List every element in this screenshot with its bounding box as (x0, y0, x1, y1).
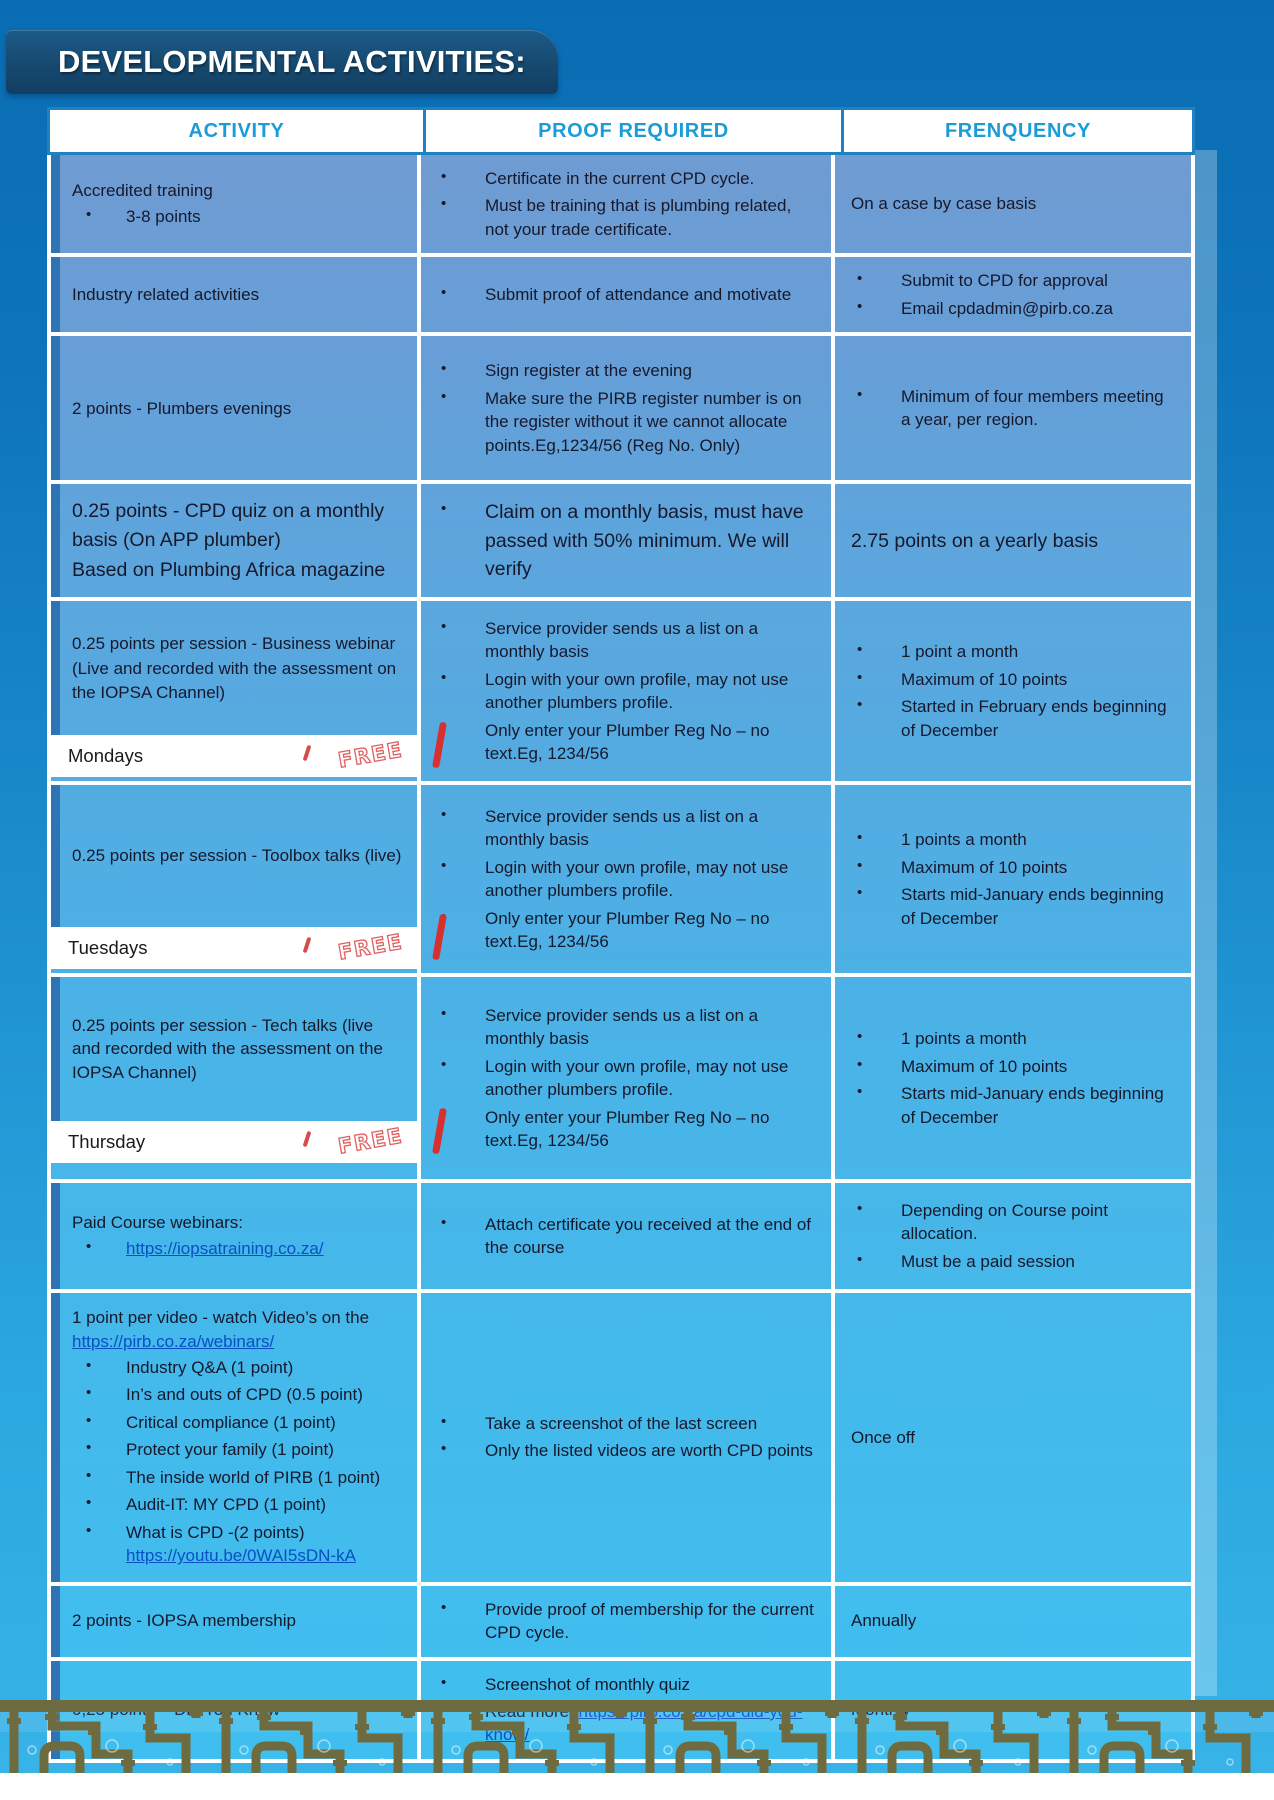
bullet-item (851, 695, 1177, 742)
bullet-icon: • (86, 1439, 92, 1457)
frequency-cell (831, 336, 1191, 480)
bullet-text: Attach certificate you received at the end of the course (485, 1214, 812, 1258)
bullet-text: Only enter your Plumber Reg No – no text.Eg, 1234/56 (485, 908, 770, 951)
activity-cell (51, 1586, 417, 1657)
bullet-item (435, 1673, 817, 1696)
bullet-icon: • (441, 168, 447, 185)
text-line: Industry related activities (72, 285, 260, 305)
bullet-text: Screenshot of monthly quiz (485, 1674, 691, 1694)
bullet-text: Login with your own profile, may not use another plumbers profile. (485, 857, 789, 901)
bullet-icon: • (441, 1598, 447, 1616)
text-line: On a case by case basis (851, 194, 1037, 214)
table-row (51, 253, 1191, 332)
bullet-item (435, 1412, 817, 1435)
frequency-cell (831, 601, 1191, 781)
bullet-text: Login with your own profile, may not use another plumbers profile. (485, 669, 789, 713)
bullet-item (72, 1356, 405, 1379)
day-label: Tuesdays (68, 937, 148, 959)
bullet-item (851, 1027, 1177, 1050)
bullet-text: Service provider sends us a list on a monthly basis (485, 1005, 759, 1049)
bullet-icon: • (86, 1384, 92, 1402)
activity-content (51, 1183, 417, 1289)
bullet-text: Maximum of 10 points (901, 1056, 1068, 1076)
table-row (51, 332, 1191, 480)
bullet-icon: • (441, 856, 447, 874)
free-stamp: FREE (336, 737, 405, 773)
bullet-icon: • (86, 1466, 92, 1484)
text-line: Annually (851, 1611, 917, 1631)
activity-content (51, 155, 417, 253)
text-line: 2 points - Plumbers evenings (72, 398, 292, 418)
bullet-item (435, 498, 817, 583)
pipes-decoration (0, 1698, 1274, 1774)
text-line: Accredited training (72, 180, 213, 200)
day-label-row (51, 927, 417, 969)
bullet-item (435, 719, 817, 766)
text-line: Paid Course webinars: (72, 1212, 244, 1232)
bullet-text: What is CPD -(2 points) https://youtu.be/0WAI5sDN-kA (126, 1522, 356, 1566)
activity-content (51, 1586, 417, 1657)
bullet-text: 1 points a month (901, 1029, 1027, 1049)
bullet-text: Make sure the PIRB register number is on the register without it we cannot allocate points.Eg,1234/56 (Reg No. Only) (485, 388, 802, 455)
frequency-cell (831, 484, 1191, 597)
bullet-text: Only the listed videos are worth CPD points (485, 1441, 813, 1461)
bullet-icon: • (857, 696, 863, 714)
bullet-item (435, 617, 817, 664)
bullet-item (435, 1106, 817, 1153)
bullet-text: Service provider sends us a list on a monthly basis (485, 618, 759, 662)
activity-content (51, 484, 417, 597)
page-title: DEVELOPMENTAL ACTIVITIES: (58, 44, 526, 79)
page-bottom-margin (0, 1773, 1274, 1800)
proof-cell (417, 785, 831, 973)
proof-cell (417, 1586, 831, 1657)
bullet-item (851, 668, 1177, 691)
bullet-text: The inside world of PIRB (1 point) (126, 1467, 381, 1487)
frequency-cell (831, 977, 1191, 1179)
bullet-text: Only enter your Plumber Reg No – no text.Eg, 1234/56 (485, 720, 770, 763)
bullet-text: Email cpdadmin@pirb.co.za (901, 298, 1113, 318)
table-header-row (47, 107, 1195, 155)
bullet-icon: • (441, 668, 447, 686)
bullet-icon: • (441, 500, 447, 518)
bullet-item (435, 805, 817, 852)
bullet-item (72, 1237, 405, 1260)
bullet-text: Only enter your Plumber Reg No – no text.Eg, 1234/56 (485, 1107, 770, 1150)
bullet-item (851, 856, 1177, 879)
activity-content (51, 336, 417, 480)
frequency-cell (831, 155, 1191, 253)
text-line: 0.25 points - CPD quiz on a monthly basis (On APP plumber) (72, 500, 385, 551)
column-header-activity: ACTIVITY (188, 120, 285, 142)
column-header-frequency: FRENQUENCY (841, 110, 1192, 152)
proof-cell (417, 601, 831, 781)
bullet-icon: • (857, 1083, 863, 1101)
frequency-cell (831, 257, 1191, 332)
bullet-icon: • (857, 856, 863, 874)
bullet-text: Minimum of four members meeting a year, per region. (901, 386, 1164, 430)
bullet-text: Must be training that is plumbing related, not your trade certificate. (485, 196, 792, 239)
day-label-row (51, 735, 417, 777)
bullet-text: Starts mid-January ends beginning of December (901, 1084, 1164, 1127)
activity-cell (51, 336, 417, 480)
bullet-text: Provide proof of membership for the current CPD cycle. (485, 1599, 814, 1643)
bullet-icon: • (441, 1213, 447, 1231)
pipes-pattern-icon (0, 1698, 1274, 1774)
day-label-row (51, 1121, 417, 1163)
text-line: 2 points - IOPSA membership (72, 1611, 296, 1631)
activity-content (51, 257, 417, 332)
day-label: Mondays (68, 745, 144, 767)
bullet-text: Maximum of 10 points (901, 857, 1068, 877)
bullet-icon: • (857, 385, 863, 403)
bullet-text: Claim on a monthly basis, must have passed with 50% minimum. We will verify (485, 501, 804, 580)
table-row (51, 155, 1191, 253)
red-mark-icon (303, 745, 312, 761)
bullet-item (72, 205, 405, 228)
bullet-text: Started in February ends beginning of December (901, 697, 1167, 740)
activity-cell (51, 1293, 417, 1582)
bullet-text: Depending on Course point allocation. (901, 1200, 1108, 1244)
link[interactable]: https://iopsatraining.co.za/ (126, 1239, 324, 1259)
bullet-icon: • (441, 1440, 447, 1458)
bullet-text: Submit to CPD for approval (901, 271, 1108, 291)
activity-content (51, 1293, 417, 1582)
activity-cell (51, 601, 417, 781)
activity-content (51, 977, 417, 1121)
bullet-item (72, 1411, 405, 1434)
frequency-cell (831, 1293, 1191, 1582)
bullet-icon: • (86, 1494, 92, 1512)
bullet-icon: • (857, 829, 863, 847)
bullet-item (435, 359, 817, 382)
text-line: 1 point per video - watch Video’s on the https://pirb.co.za/webinars/ (72, 1308, 370, 1351)
text-line: Once off (851, 1427, 915, 1447)
red-mark-icon (303, 1131, 312, 1147)
bullet-text: Certificate in the current CPD cycle. (485, 169, 755, 188)
activity-cell (51, 1183, 417, 1289)
table-row (51, 597, 1191, 781)
bullet-item (435, 1055, 817, 1102)
bullet-icon: • (857, 641, 863, 659)
table-body (47, 155, 1195, 1763)
bullet-icon: • (857, 1199, 863, 1217)
bullet-item (851, 269, 1177, 292)
bullet-icon: • (441, 805, 447, 823)
bullet-icon: • (857, 1055, 863, 1073)
bullet-text: 1 point a month (901, 642, 1019, 662)
bullet-item (851, 297, 1177, 320)
free-stamp: FREE (336, 1123, 405, 1159)
activity-cell (51, 484, 417, 597)
frequency-cell (831, 1586, 1191, 1657)
bullet-text: Audit-IT: MY CPD (1 point) (126, 1495, 326, 1515)
title-bar (6, 30, 558, 94)
bullet-icon: • (857, 297, 863, 315)
bullet-item (851, 828, 1177, 851)
bullet-item (435, 283, 817, 306)
proof-cell (417, 336, 831, 480)
text-line: (Live and recorded with the assessment on the IOPSA Channel) (72, 659, 397, 702)
bullet-item (435, 1439, 817, 1462)
bullet-icon: • (441, 1673, 447, 1691)
bullet-text: Must be a paid session (901, 1251, 1075, 1271)
bullet-item (72, 1493, 405, 1516)
bullet-item (851, 1250, 1177, 1273)
bullet-item (435, 1004, 817, 1051)
bullet-item (851, 385, 1177, 432)
proof-cell (417, 257, 831, 332)
red-mark-icon (303, 937, 312, 953)
day-label: Thursday (68, 1131, 146, 1153)
activities-table (47, 107, 1195, 1763)
text-line: 0.25 points per session - Toolbox talks (live) (72, 846, 402, 866)
bullet-item (851, 1082, 1177, 1129)
bullet-text (126, 1237, 405, 1260)
bullet-icon: • (86, 1521, 92, 1539)
bullet-icon: • (86, 206, 92, 224)
table-row (51, 1582, 1191, 1657)
activity-cell (51, 977, 417, 1179)
bullet-icon: • (441, 1412, 447, 1430)
bullet-icon: • (86, 1356, 92, 1374)
frequency-cell (831, 1183, 1191, 1289)
bullet-icon: • (441, 195, 447, 213)
activity-cell (51, 155, 417, 253)
table-row (51, 781, 1191, 973)
proof-cell (417, 155, 831, 253)
bullet-item (435, 907, 817, 954)
bullet-text: Critical compliance (1 point) (126, 1412, 336, 1432)
table-row (51, 480, 1191, 597)
text-line: 2.75 points on a yearly basis (851, 529, 1099, 552)
text-line: Based on Plumbing Africa magazine (72, 558, 386, 581)
bullet-text: Sign register at the evening (485, 361, 692, 381)
bullet-text: Industry Q&A (1 point) (126, 1357, 294, 1377)
bullet-text: 1 points a month (901, 830, 1027, 850)
text-line: 0.25 points per session - Tech talks (live and recorded with the assessment on the IOPSA Channel) (72, 1015, 383, 1082)
bullet-icon: • (441, 387, 447, 405)
bullet-icon: • (857, 668, 863, 686)
bullet-item (435, 194, 817, 241)
activity-cell (51, 785, 417, 973)
proof-cell (417, 1183, 831, 1289)
activity-content (51, 601, 417, 735)
free-stamp: FREE (336, 929, 405, 965)
table-row (51, 973, 1191, 1179)
bullet-icon: • (441, 360, 447, 378)
bullet-icon: • (441, 284, 447, 302)
bullet-icon: • (857, 884, 863, 902)
bullet-text: Submit proof of attendance and motivate (485, 285, 792, 305)
bullet-text: Take a screenshot of the last screen (485, 1413, 758, 1433)
bullet-item (435, 856, 817, 903)
proof-cell (417, 1293, 831, 1582)
link[interactable]: https://youtu.be/0WAI5sDN-kA (126, 1546, 356, 1566)
table-row (51, 1289, 1191, 1582)
bullet-text: 3-8 points (126, 207, 201, 227)
activity-content (51, 785, 417, 927)
bullet-item (851, 1055, 1177, 1078)
bullet-item (72, 1466, 405, 1489)
bullet-text: Starts mid-January ends beginning of December (901, 885, 1164, 928)
bullet-icon: • (441, 1055, 447, 1073)
bullet-item (72, 1383, 405, 1406)
bullet-item (435, 167, 817, 190)
bullet-item (435, 668, 817, 715)
bullet-icon: • (86, 1238, 92, 1256)
bullet-text: Protect your family (1 point) (126, 1440, 334, 1460)
bullet-icon: • (857, 270, 863, 288)
table-row (51, 1179, 1191, 1289)
bullet-text: Service provider sends us a list on a monthly basis (485, 806, 759, 850)
bullet-icon: • (857, 1028, 863, 1046)
bullet-icon: • (86, 1411, 92, 1429)
bullet-text: Maximum of 10 points (901, 669, 1068, 689)
bullet-icon: • (441, 1004, 447, 1022)
link[interactable]: https://pirb.co.za/webinars/ (72, 1331, 275, 1351)
bullet-item (72, 1521, 405, 1568)
column-header-proof-required: PROOF REQUIRED (423, 110, 841, 152)
bullet-item (72, 1438, 405, 1461)
frequency-cell (831, 785, 1191, 973)
proof-cell (417, 977, 831, 1179)
activity-cell (51, 257, 417, 332)
bullet-item (851, 1199, 1177, 1246)
bullet-item (435, 387, 817, 457)
proof-cell (417, 484, 831, 597)
bullet-item (435, 1598, 817, 1645)
bullet-icon: • (441, 617, 447, 635)
text-line: 0.25 points per session - Business webinar (72, 633, 396, 653)
bullet-text: Login with your own profile, may not use another plumbers profile. (485, 1056, 789, 1100)
bullet-item (851, 640, 1177, 663)
bullet-item (435, 1213, 817, 1260)
bullet-text: In’s and outs of CPD (0.5 point) (126, 1385, 363, 1405)
bullet-icon: • (857, 1250, 863, 1268)
bullet-item (851, 883, 1177, 930)
